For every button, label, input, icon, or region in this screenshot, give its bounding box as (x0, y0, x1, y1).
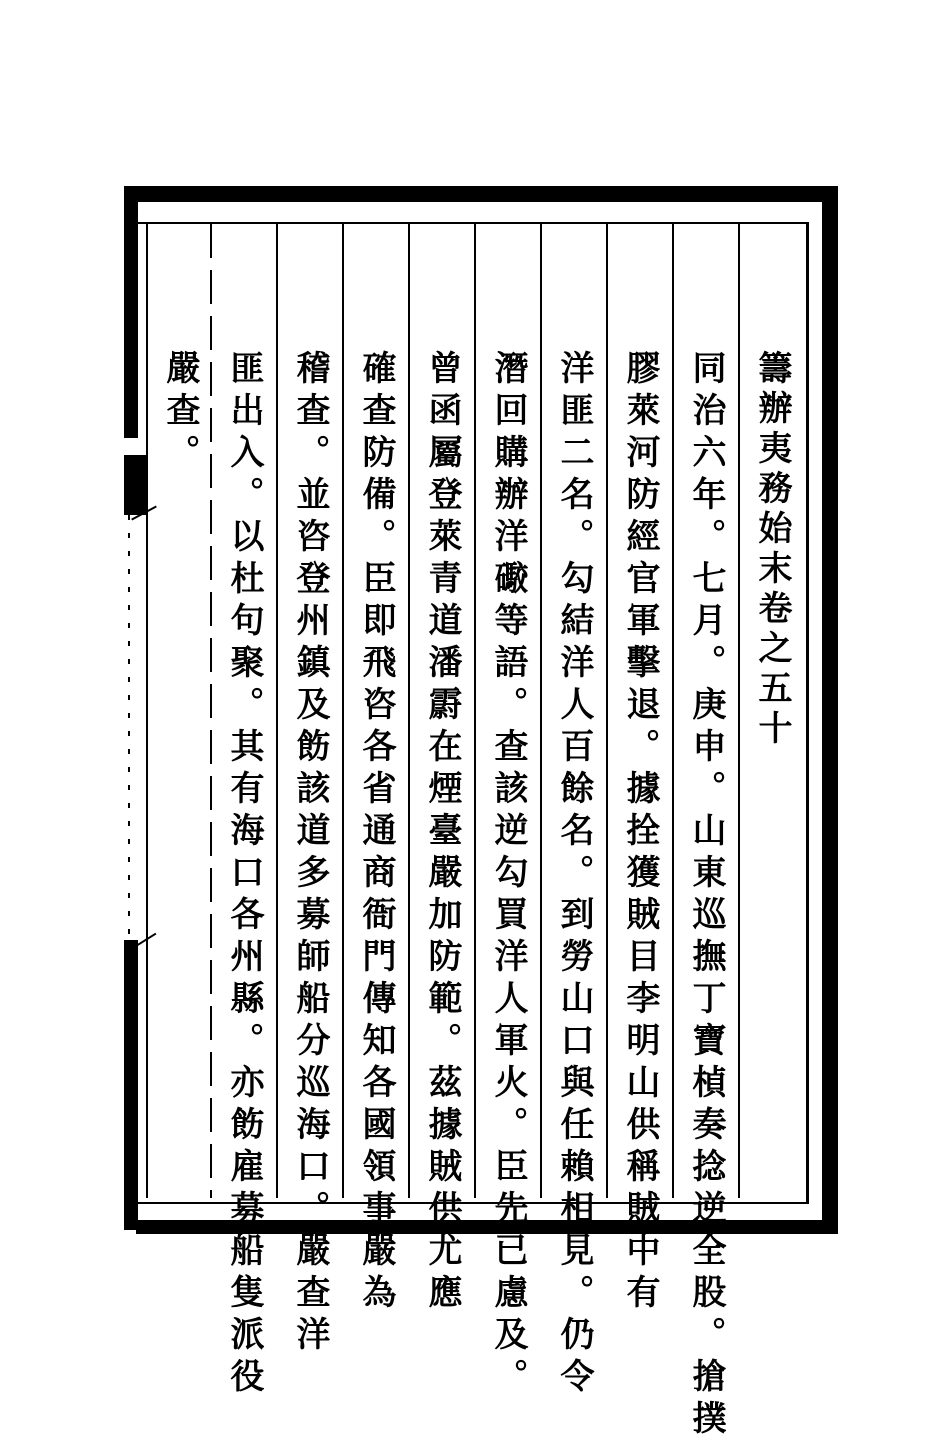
column-rule (474, 224, 476, 1198)
text-column-5: 曾函屬登萊青道潘霨在煙臺嚴加防範。茲據賊供尤應 (422, 350, 462, 1316)
column-rule (408, 224, 410, 1198)
binding-dashes (128, 515, 130, 935)
text-column-3: 洋匪二名。勾結洋人百餘名。到勞山口與任賴相見。仍令 (554, 350, 594, 1400)
column-rule (276, 224, 278, 1198)
text-column-1: 同治六年。七月。庚申。山東巡撫丁寶楨奏捻逆全股。搶撲 (686, 350, 726, 1442)
column-rule (210, 224, 212, 1198)
text-column-6: 確查防備。臣即飛咨各省通商衙門傳知各國領事嚴為 (356, 350, 396, 1316)
column-rule (606, 224, 608, 1198)
binding-mark (124, 455, 146, 515)
column-rule (342, 224, 344, 1198)
frame-top-border (124, 186, 836, 202)
text-column-8: 匪出入。以杜句聚。其有海口各州縣。亦飭雇募船隻派役 (224, 350, 264, 1400)
text-column-9: 嚴查。 (160, 350, 200, 476)
text-column-2: 膠萊河防經官軍擊退。據拴獲賊目李明山供稱賊中有 (620, 350, 660, 1316)
column-rule (672, 224, 674, 1198)
text-column-7: 稽查。並咨登州鎮及飭該道多募師船分巡海口。嚴查洋 (290, 350, 330, 1358)
column-rule (540, 224, 542, 1198)
column-rule (146, 224, 148, 1198)
text-column-4: 潛回購辦洋礮等語。查該逆勾買洋人軍火。臣先已慮及。 (488, 350, 528, 1400)
column-rule (738, 224, 740, 1198)
document-title: 籌辦夷務始末卷之五十 (752, 350, 792, 750)
frame-right-border (822, 186, 838, 1232)
